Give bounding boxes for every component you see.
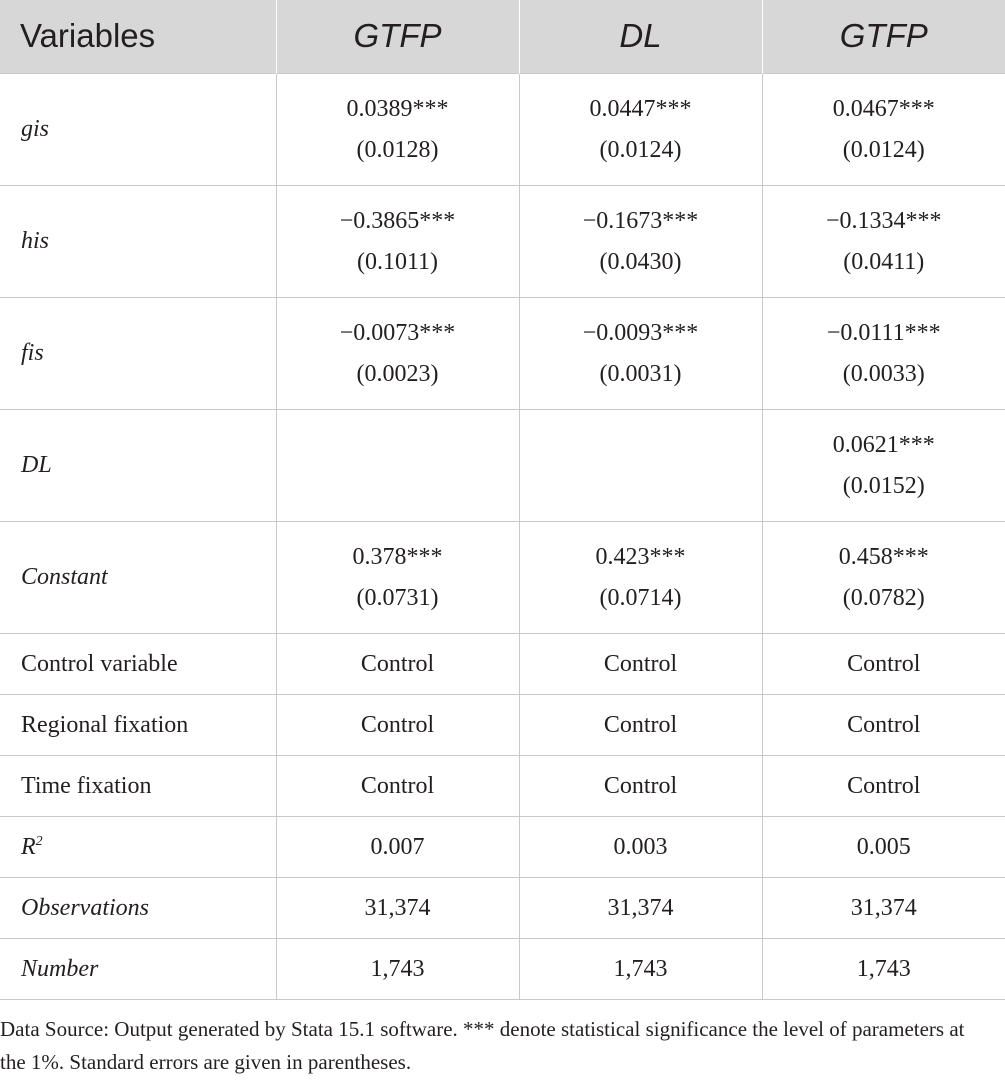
table-footnote: Data Source: Output generated by Stata 15.1 software. *** denote statistical significance the level of parameters at the 1%. Standard errors are given in parentheses. (0, 1017, 965, 1074)
row-label: Time fixation (0, 755, 276, 816)
table-cell: 0.003 (519, 816, 762, 877)
row-control-variable (0, 633, 1005, 694)
table-cell (762, 73, 1005, 185)
coef-value: −0.0093*** (582, 319, 699, 346)
coef-value: 0.0389*** (346, 95, 449, 122)
table-cell (519, 297, 762, 409)
r2-label: R (21, 833, 36, 860)
std-error: (0.0731) (356, 584, 439, 611)
coef-value: 0.378*** (352, 543, 443, 570)
row-r-squared (0, 816, 1005, 877)
r2-superscript: 2 (35, 833, 43, 849)
coef-value: 0.0467*** (832, 95, 935, 122)
std-error: (0.0124) (599, 136, 682, 163)
coef-value: 0.423*** (595, 543, 686, 570)
row-label (0, 816, 276, 877)
table-cell: Control (276, 755, 519, 816)
coef-value: −0.3865*** (339, 207, 456, 234)
std-error: (0.0124) (842, 136, 925, 163)
row-gis (0, 73, 1005, 185)
table-cell: Control (519, 694, 762, 755)
table-cell: 0.007 (276, 816, 519, 877)
coef-value: −0.0073*** (339, 319, 456, 346)
row-regional-fixation (0, 694, 1005, 755)
table-cell (519, 185, 762, 297)
std-error: (0.0128) (356, 136, 439, 163)
table-header (0, 0, 1005, 73)
table-cell: Control (762, 633, 1005, 694)
table-cell: 31,374 (276, 877, 519, 938)
std-error: (0.0152) (842, 472, 925, 499)
std-error: (0.0031) (599, 360, 682, 387)
row-label: Constant (0, 521, 276, 633)
table-cell (276, 297, 519, 409)
table-cell: 31,374 (519, 877, 762, 938)
coef-value: 0.0621*** (832, 431, 935, 458)
table-cell: Control (519, 755, 762, 816)
table-cell (762, 409, 1005, 521)
row-label: Observations (0, 877, 276, 938)
row-fis (0, 297, 1005, 409)
row-label: DL (0, 409, 276, 521)
header-dl: DL (519, 0, 762, 73)
table-cell: 31,374 (762, 877, 1005, 938)
table-cell: Control (276, 633, 519, 694)
std-error: (0.0033) (842, 360, 925, 387)
table-cell: 1,743 (762, 938, 1005, 999)
std-error: (0.0430) (599, 248, 682, 275)
coef-value: 0.458*** (838, 543, 929, 570)
coef-value: −0.1334*** (825, 207, 942, 234)
row-observations (0, 877, 1005, 938)
row-constant (0, 521, 1005, 633)
table-cell: 1,743 (276, 938, 519, 999)
coef-value: −0.1673*** (582, 207, 699, 234)
table-cell-empty (276, 409, 519, 521)
std-error: (0.0782) (842, 584, 925, 611)
table-cell (519, 521, 762, 633)
row-label: his (0, 185, 276, 297)
header-gtfp-1: GTFP (276, 0, 519, 73)
table-body (0, 73, 1005, 999)
header-variables: Variables (20, 17, 156, 55)
row-number (0, 938, 1005, 999)
table-cell: Control (762, 694, 1005, 755)
row-dl (0, 409, 1005, 521)
table-cell: Control (276, 694, 519, 755)
coef-value: 0.0447*** (589, 95, 692, 122)
std-error: (0.0411) (843, 248, 925, 275)
row-label: gis (0, 73, 276, 185)
table-cell (276, 521, 519, 633)
row-label: fis (0, 297, 276, 409)
row-his (0, 185, 1005, 297)
table-cell (762, 185, 1005, 297)
std-error: (0.0023) (356, 360, 439, 387)
table-cell: 1,743 (519, 938, 762, 999)
row-time-fixation (0, 755, 1005, 816)
table-cell (276, 185, 519, 297)
std-error: (0.1011) (356, 248, 439, 275)
table-cell (762, 297, 1005, 409)
table-cell (276, 73, 519, 185)
table-cell: Control (519, 633, 762, 694)
table-cell: Control (762, 755, 1005, 816)
row-label: Number (0, 938, 276, 999)
std-error: (0.0714) (599, 584, 682, 611)
header-gtfp-2: GTFP (762, 0, 1005, 73)
table-cell: 0.005 (762, 816, 1005, 877)
row-label: Regional fixation (0, 694, 276, 755)
table-cell-empty (519, 409, 762, 521)
row-label: Control variable (0, 633, 276, 694)
table-cell (762, 521, 1005, 633)
coef-value: −0.0111*** (826, 319, 941, 346)
table-cell (519, 73, 762, 185)
header-row (0, 0, 1005, 73)
